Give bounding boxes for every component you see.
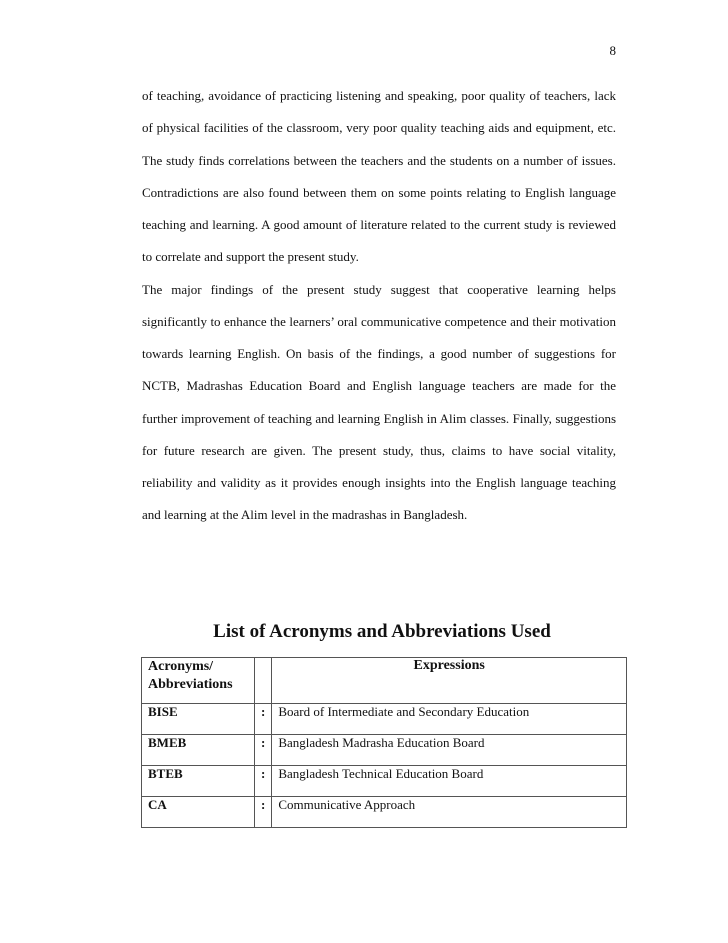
header-expressions: Expressions (272, 658, 627, 704)
separator-cell: : (255, 735, 272, 766)
table-row (142, 735, 627, 766)
table-header-row (142, 658, 627, 704)
table-row (142, 797, 627, 828)
acronyms-table (141, 657, 627, 828)
acronym-cell: CA (142, 797, 255, 828)
expression-cell: Bangladesh Madrasha Education Board (272, 735, 627, 766)
separator-cell: : (255, 797, 272, 828)
header-separator (255, 658, 272, 704)
expression-cell: Bangladesh Technical Education Board (272, 766, 627, 797)
expression-cell: Communicative Approach (272, 797, 627, 828)
acronyms-heading: List of Acronyms and Abbreviations Used (213, 621, 551, 642)
separator-cell: : (255, 766, 272, 797)
expression-cell: Board of Intermediate and Secondary Education (272, 704, 627, 735)
table-row (142, 704, 627, 735)
acronym-cell: BISE (142, 704, 255, 735)
body-text (142, 80, 616, 532)
acronym-cell: BMEB (142, 735, 255, 766)
page-number: 8 (609, 43, 616, 58)
paragraph-1: of teaching, avoidance of practicing listening and speaking, poor quality of teachers, lack of physical facilities of the classroom, very poor quality teaching aids and equipment, etc. The study finds correlations between the teachers and the students on a number of issues. Contradictions are also found between them on some points relating to English language teaching and learning. A good amount of literature related to the current study is reviewed to correlate and support the present study. (142, 88, 616, 265)
header-acronyms: Acronyms/ Abbreviations (142, 658, 255, 704)
table-row (142, 766, 627, 797)
acronym-cell: BTEB (142, 766, 255, 797)
paragraph-2: The major findings of the present study suggest that cooperative learning helps significantly to enhance the learners’ oral communicative competence and their motivation towards learning English. On basis of the findings, a good number of suggestions for NCTB, Madrashas Education Board and English language teachers are made for the further improvement of teaching and learning English in Alim classes. Finally, suggestions for future research are given. The present study, thus, claims to have social vitality, reliability and validity as it provides enough insights into the English language teaching and learning at the Alim level in the madrashas in Bangladesh. (142, 281, 616, 523)
separator-cell: : (255, 704, 272, 735)
